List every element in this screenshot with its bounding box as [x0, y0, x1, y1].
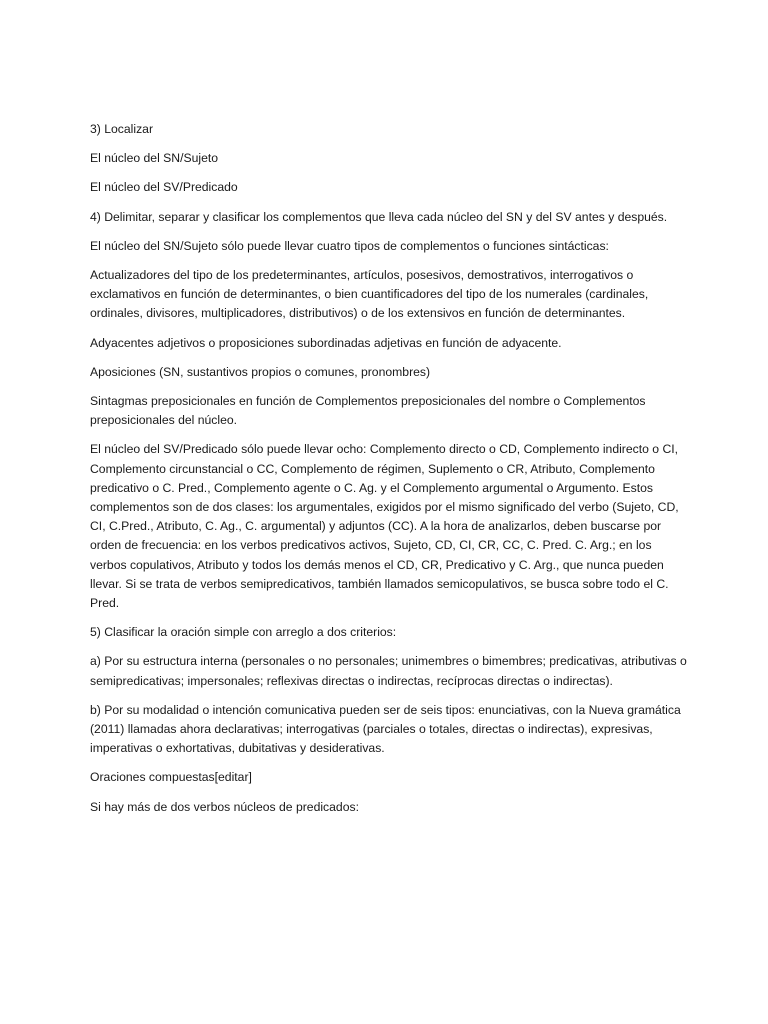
step-4-heading: 4) Delimitar, separar y clasificar los complementos que lleva cada núcleo del SN y del SV antes y después.: [90, 209, 668, 224]
sn-complements-intro: El núcleo del SN/Sujeto sólo puede llevar cuatro tipos de complementos o funciones sintácticas:: [90, 238, 609, 253]
compound-sentences-heading: Oraciones compuestas[editar]: [90, 770, 252, 785]
aposiciones-paragraph: Aposiciones (SN, sustantivos propios o comunes, pronombres): [90, 364, 431, 379]
sv-predicate-nucleus-line: El núcleo del SV/Predicado: [90, 180, 238, 195]
adyacentes-paragraph: Adyacentes adjetivos o proposiciones subordinadas adjetivas en función de adyacente.: [90, 335, 562, 350]
actualizadores-paragraph: Actualizadores del tipo de los predeterminantes, artículos, posesivos, demostrativos, interrogativos o exclamativos en función de determinantes, o bien cuantificadores del tipo de los numerales (cardinales, ordinales, divisores, multiplicadores, distributivos) o de los extensivos en función de determinantes.: [90, 268, 649, 321]
sn-subject-nucleus-line: El núcleo del SN/Sujeto: [90, 151, 219, 166]
step-3-heading: 3) Localizar: [90, 122, 153, 136]
multiple-verbs-line: Si hay más de dos verbos núcleos de predicados:: [90, 799, 359, 814]
document-page: [90, 120, 690, 827]
criterion-a-paragraph: a) Por su estructura interna (personales o no personales; unimembres o bimembres; predicativas, atributivas o semipredicativas; impersonales; reflexivas directas o indirectas, recíprocas directas o indirectas).: [90, 654, 687, 688]
sv-complements-paragraph: El núcleo del SV/Predicado sólo puede llevar ocho: Complemento directo o CD, Complemento indirecto o CI, Complemento circunstancial o CC, Complemento de régimen, Suplemento o CR, Atributo, Complemento predicativo o C. Pred., Complemento agente o C. Ag. y el Complemento argumental o Argumento. Estos complementos son de dos clases: los argumentales, exigidos por el mismo significado del verbo (Sujeto, CD, CI, C.Pred., Atributo, C. Ag., C. argumental) y adjuntos (CC). A la hora de analizarlos, deben buscarse por orden de frecuencia: en los verbos predicativos activos, Sujeto, CD, CI, CR, CC, C. Pred. C. Arg.; en los verbos copulativos, Atributo y todos los demás menos el CD, CR, Predicativo y C. Arg., que nunca pueden llevar. Si se trata de verbos semipredicativos, también llamados semicopulativos, se busca sobre todo el C. Pred.: [90, 442, 679, 611]
criterion-b-paragraph: b) Por su modalidad o intención comunicativa pueden ser de seis tipos: enunciativas, con la Nueva gramática (2011) llamadas ahora declarativas; interrogativas (parciales o totales, directas o indirectas), expresivas, imperativas o exhortativas, dubitativas y desiderativas.: [90, 702, 681, 756]
sintagmas-paragraph: Sintagmas preposicionales en función de Complementos preposicionales del nombre o Complementos preposicionales del núcleo.: [90, 394, 646, 428]
step-5-heading: 5) Clasificar la oración simple con arreglo a dos criterios:: [90, 625, 397, 640]
